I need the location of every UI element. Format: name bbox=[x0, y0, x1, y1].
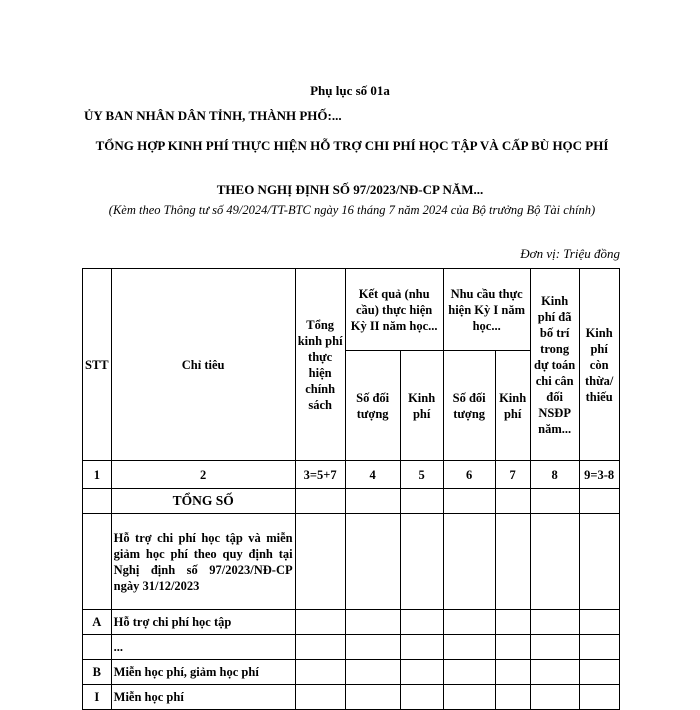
row-label: Hỗ trợ chi phí học tập và miễn giảm học phí theo quy định tại Nghị định số 97/2023/NĐ-CP ngày 31/12/2023 bbox=[111, 514, 295, 610]
table-row bbox=[83, 489, 620, 514]
table-row bbox=[83, 660, 620, 685]
row-label: Hỗ trợ chi phí học tập bbox=[111, 610, 295, 635]
header-kinh-phi-con: Kinh phí còn thừa/ thiếu bbox=[579, 269, 619, 461]
document-subtitle: THEO NGHỊ ĐỊNH SỐ 97/2023/NĐ-CP NĂM... bbox=[216, 182, 484, 197]
header-kinh-phi-da-bo-tri: Kinh phí đã bố trí trong dự toán chi cân đối NSĐP năm... bbox=[530, 269, 579, 461]
column-number: 5 bbox=[400, 461, 443, 489]
column-number: 1 bbox=[83, 461, 112, 489]
column-number: 9=3-8 bbox=[579, 461, 619, 489]
unit-label: Đơn vị: Triệu đồng bbox=[520, 246, 620, 261]
table-row bbox=[83, 610, 620, 635]
table-row bbox=[83, 514, 620, 610]
row-label: TỔNG SỐ bbox=[111, 489, 295, 514]
document-title: TỔNG HỢP KINH PHÍ THỰC HIỆN HỖ TRỢ CHI PHÍ HỌC TẬP VÀ CẤP BÙ HỌC PHÍ bbox=[95, 138, 609, 153]
column-number: 2 bbox=[111, 461, 295, 489]
column-number: 4 bbox=[345, 461, 400, 489]
row-label: Miễn học phí bbox=[111, 685, 295, 710]
table-row bbox=[83, 685, 620, 710]
header-so-doi-tuong-1: Số đối tượng bbox=[345, 351, 400, 461]
header-chi-tieu: Chỉ tiêu bbox=[111, 269, 295, 461]
header-nhu-cau: Nhu cầu thực hiện Kỳ I năm học... bbox=[443, 269, 530, 351]
column-number: 6 bbox=[443, 461, 495, 489]
column-number-row bbox=[83, 461, 620, 489]
column-number: 8 bbox=[530, 461, 579, 489]
header-tong-kinh-phi: Tổng kinh phí thực hiện chính sách bbox=[295, 269, 345, 461]
header-kinh-phi-1: Kinh phí bbox=[400, 351, 443, 461]
row-stt: A bbox=[83, 610, 112, 635]
header-so-doi-tuong-2: Số đối tượng bbox=[443, 351, 495, 461]
row-stt: B bbox=[83, 660, 112, 685]
column-number: 3=5+7 bbox=[295, 461, 345, 489]
row-stt bbox=[83, 514, 112, 610]
column-number: 7 bbox=[495, 461, 530, 489]
table-row bbox=[83, 635, 620, 660]
header-stt: STT bbox=[83, 269, 112, 461]
row-stt: I bbox=[83, 685, 112, 710]
row-label: Miễn học phí, giảm học phí bbox=[111, 660, 295, 685]
header-ket-qua: Kết quả (nhu cầu) thực hiện Kỳ II năm học... bbox=[345, 269, 443, 351]
row-label: ... bbox=[111, 635, 295, 660]
row-stt bbox=[83, 489, 112, 514]
header-kinh-phi-2: Kinh phí bbox=[495, 351, 530, 461]
appendix-label: Phụ lục số 01a bbox=[310, 83, 390, 98]
legal-note: (Kèm theo Thông tư số 49/2024/TT-BTC ngày 16 tháng 7 năm 2024 của Bộ trưởng Bộ Tài chính) bbox=[108, 203, 596, 217]
council-name: ỦY BAN NHÂN DÂN TỈNH, THÀNH PHỐ:... bbox=[84, 108, 342, 123]
budget-table bbox=[82, 268, 620, 710]
row-stt bbox=[83, 635, 112, 660]
